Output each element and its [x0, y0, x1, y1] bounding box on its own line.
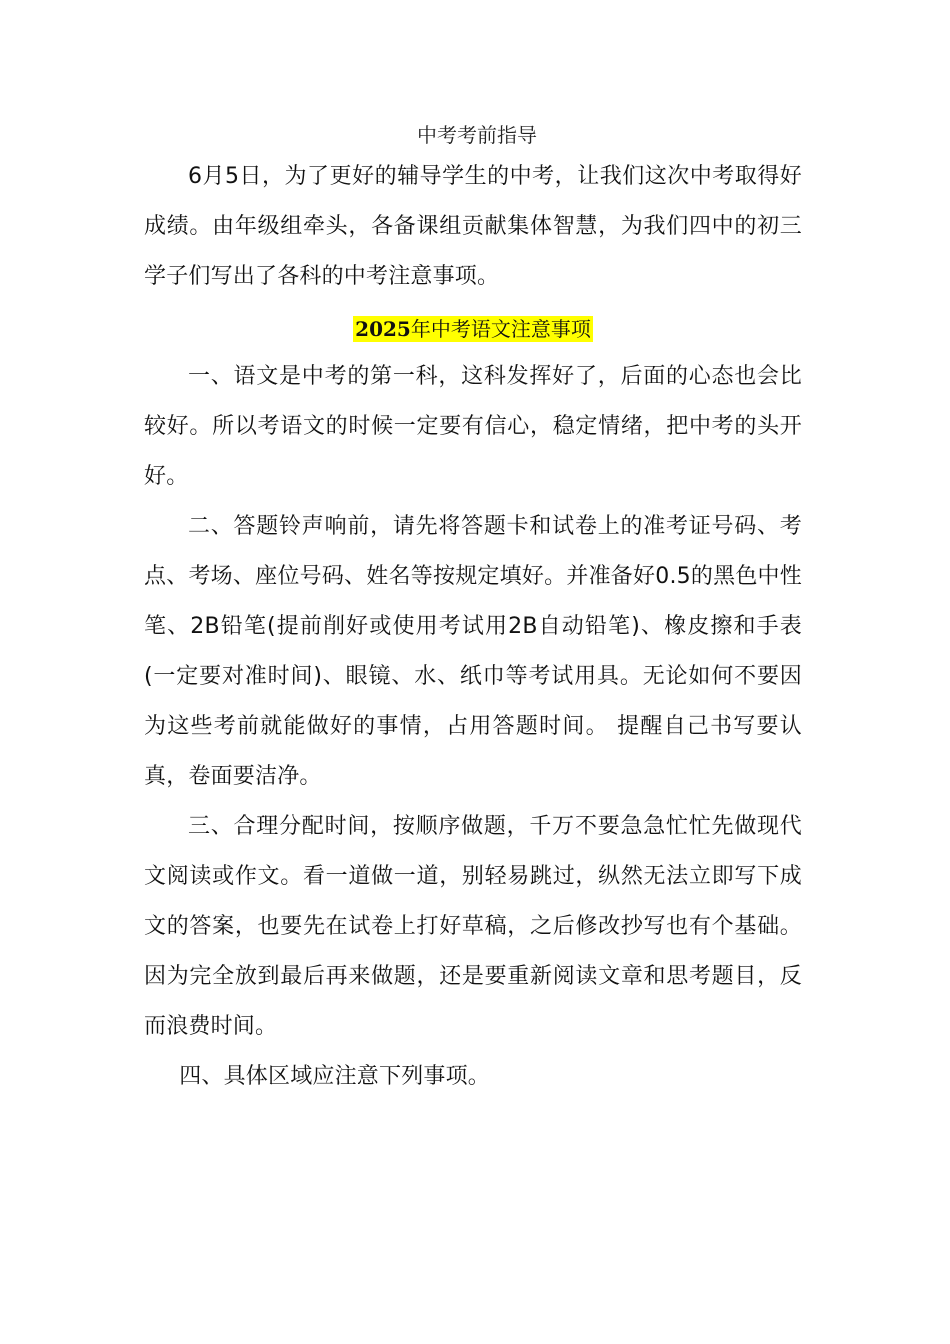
document-title: 中考考前指导 — [417, 123, 537, 147]
intro-paragraph: 6月5日，为了更好的辅导学生的中考，让我们这次中考取得好成绩。由年级组牵头，各备课组贡献集体智慧，为我们四中的初三学子们写出了各科的中考注意事项。 — [144, 164, 802, 289]
section-heading — [144, 306, 802, 352]
item-paragraph-4: 四、具体区域应注意下列事项。 — [179, 1064, 490, 1089]
document-body — [144, 118, 802, 1102]
item-paragraph-3: 三、合理分配时间，按顺序做题，千万不要急急忙忙先做现代文阅读或作文。看一道做一道，别轻易跳过，纵然无法立即写下成文的答案，也要先在试卷上打好草稿，之后修改抄写也有个基础。因为完全放到最后再来做题，还是要重新阅读文章和思考题目，反而浪费时间。 — [144, 814, 802, 1039]
section-title-year: 2025 — [355, 317, 411, 342]
section-title-highlight — [353, 316, 593, 342]
item-paragraph-2: 二、答题铃声响前，请先将答题卡和试卷上的准考证号码、考点、考场、座位号码、姓名等按规定填好。并准备好0.5的黑色中性笔、2B铅笔(提前削好或使用考试用2B自动铅笔)、橡皮擦和手表(一定要对准时间)、眼镜、水、纸巾等考试用具。无论如何不要因为这些考前就能做好的事情，占用答题时间。 提醒自己书写要认真，卷面要洁净。 — [144, 514, 802, 789]
item-paragraph-1: 一、语文是中考的第一科，这科发挥好了，后面的心态也会比较好。所以考语文的时候一定要有信心，稳定情绪，把中考的头开好。 — [144, 364, 802, 489]
section-title-text: 年中考语文注意事项 — [410, 317, 591, 342]
